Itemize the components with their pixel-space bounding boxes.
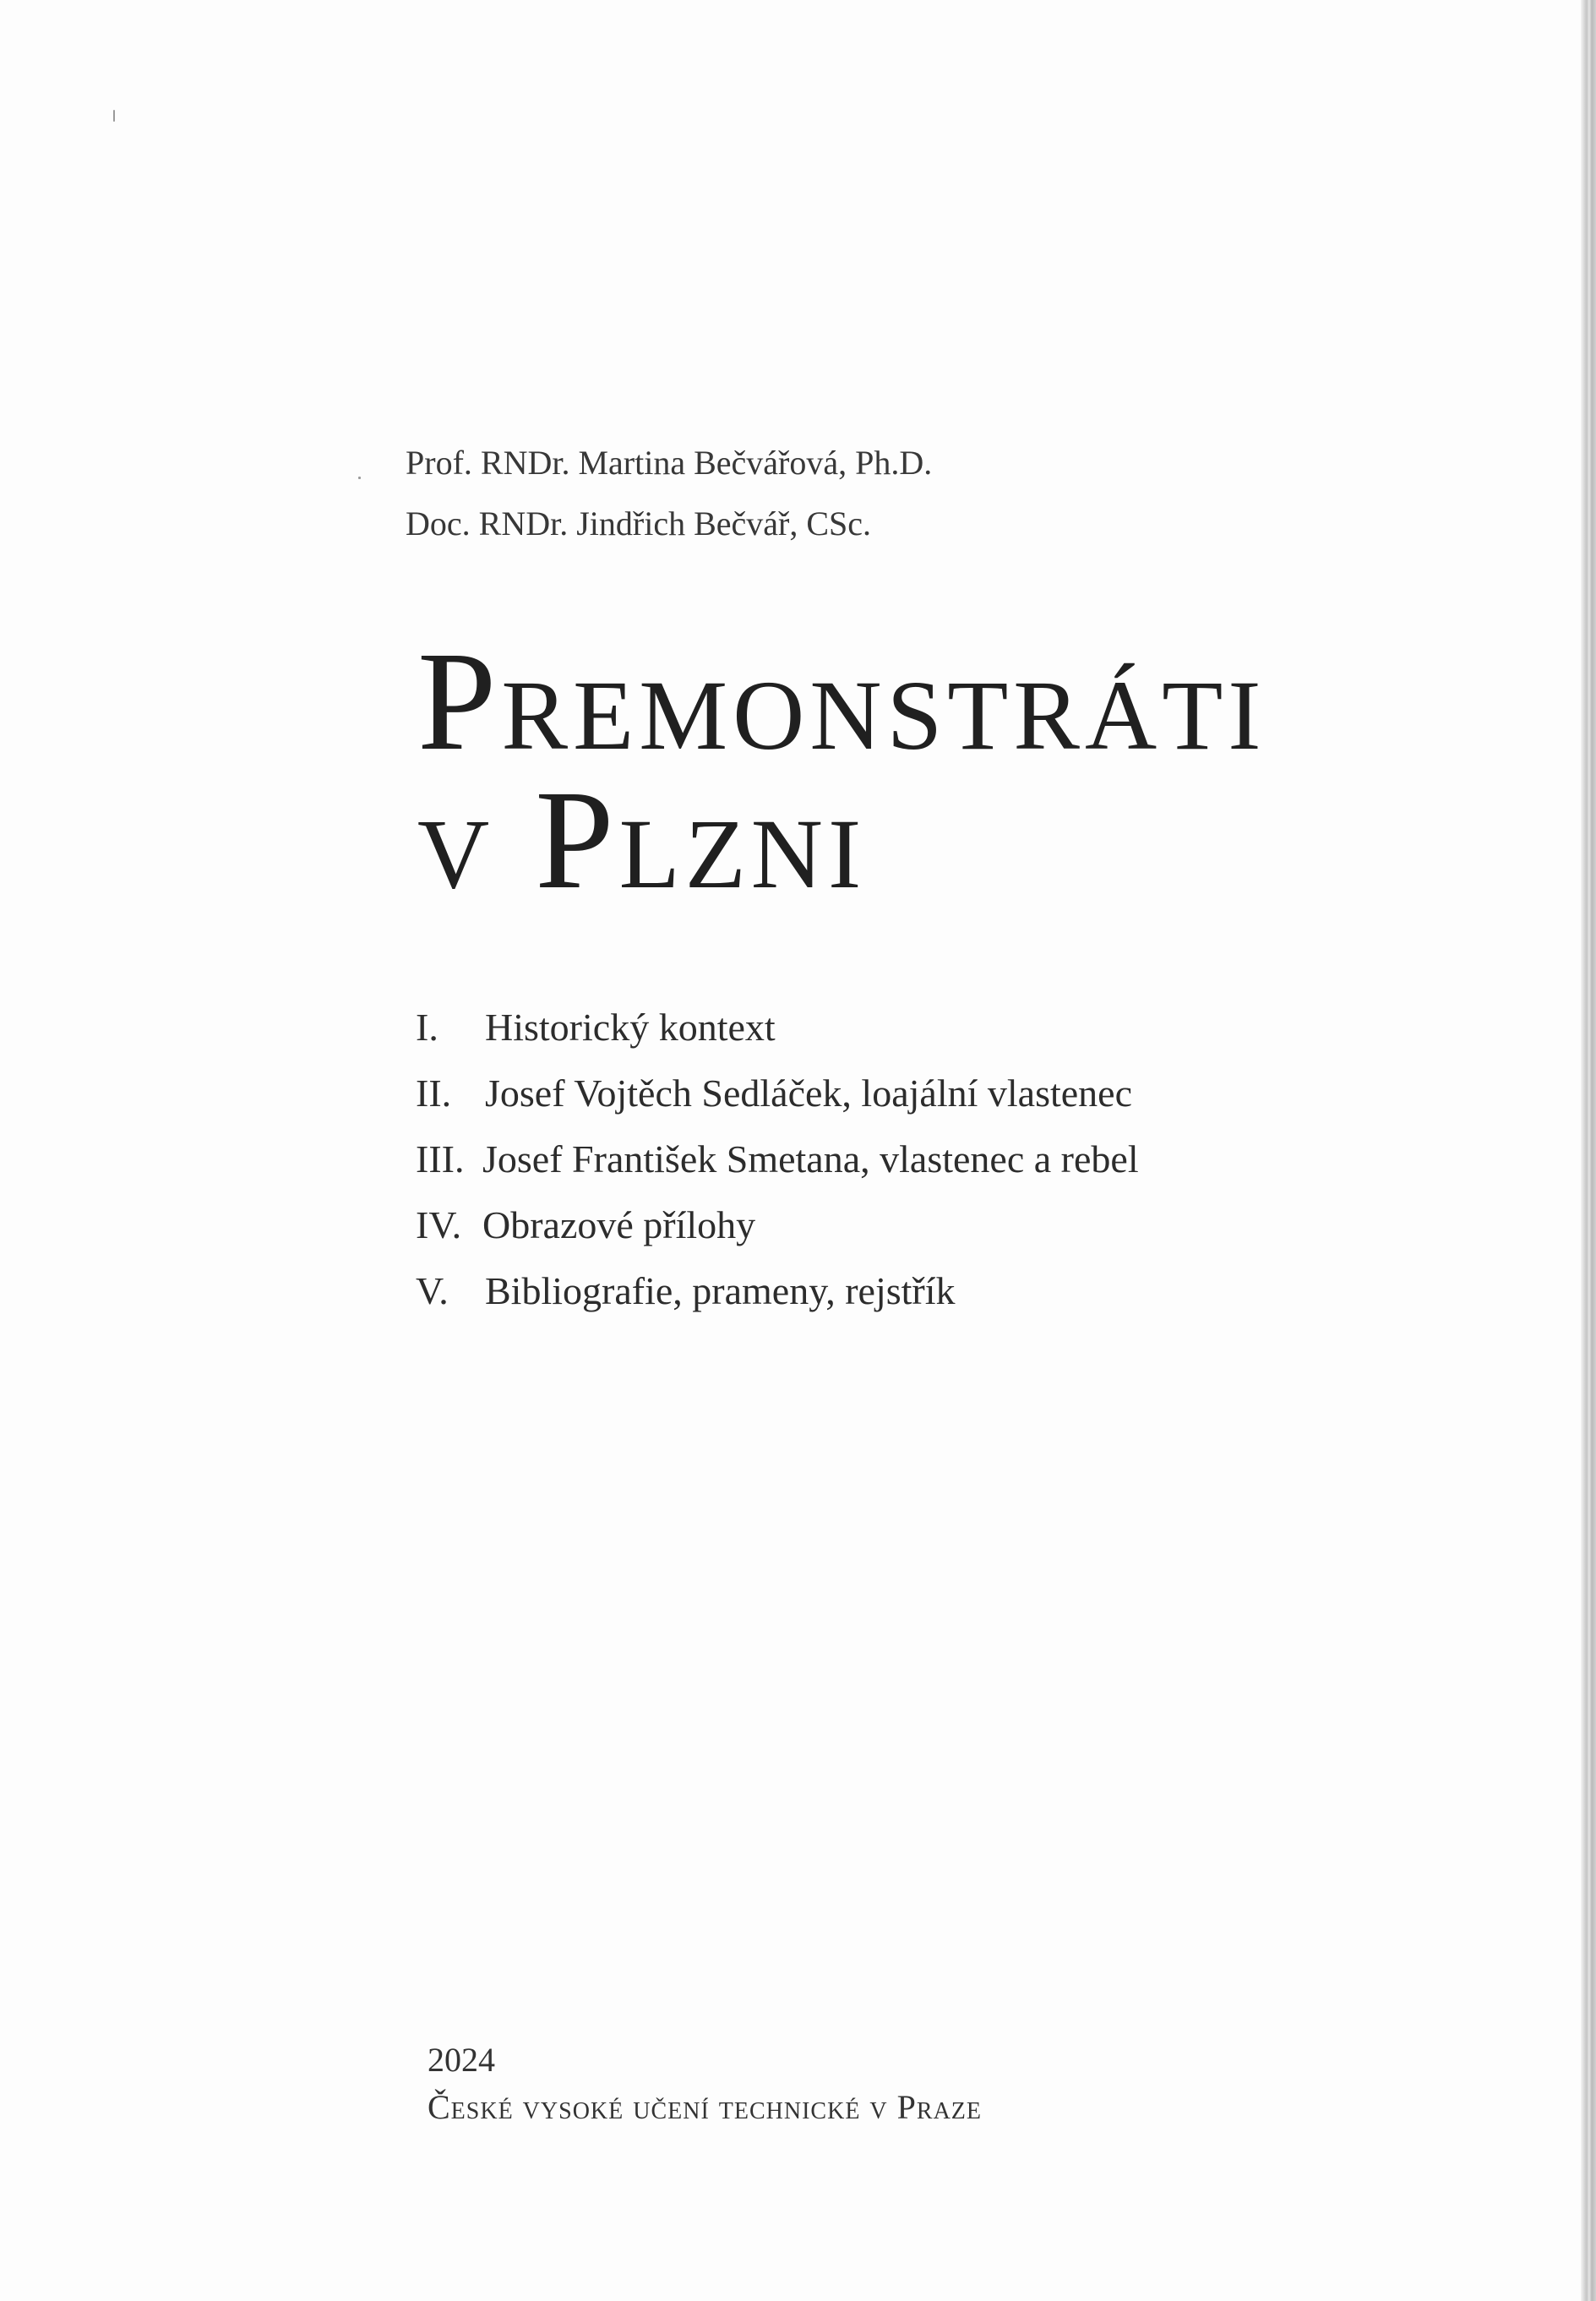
author-1: Prof. RNDr. Martina Bečvářová, Ph.D. xyxy=(406,444,933,482)
contents-numeral: V. xyxy=(416,1269,449,1312)
title-line-2: v Plzni xyxy=(417,761,867,919)
contents-label: Josef František Smetana, vlastenec a rebel xyxy=(482,1137,1139,1180)
contents-item xyxy=(416,1133,1139,1186)
book-title xyxy=(417,623,1266,919)
publication-year: 2024 xyxy=(428,2041,495,2079)
imprint xyxy=(428,2037,982,2131)
contents-label: Bibliografie, prameny, rejstřík xyxy=(485,1269,956,1312)
page-edge xyxy=(1581,0,1596,2301)
scan-speck xyxy=(358,477,361,479)
contents-label: Obrazové přílohy xyxy=(482,1203,756,1246)
publisher: České vysoké učení technické v Praze xyxy=(428,2088,983,2126)
contents-list xyxy=(416,1001,1139,1317)
title-line-1: Premonstráti xyxy=(417,623,1266,780)
contents-numeral: I. xyxy=(416,1006,438,1049)
authors xyxy=(406,433,932,554)
scan-speck xyxy=(113,110,115,122)
contents-item xyxy=(416,1001,1139,1054)
contents-label: Historický kontext xyxy=(485,1006,776,1049)
contents-item xyxy=(416,1067,1139,1120)
author-2: Doc. RNDr. Jindřich Bečvář, CSc. xyxy=(406,504,872,543)
contents-item xyxy=(416,1199,1139,1251)
contents-numeral: IV. xyxy=(416,1203,462,1246)
contents-numeral: III. xyxy=(416,1137,465,1180)
contents-numeral: II. xyxy=(416,1071,452,1115)
contents-label: Josef Vojtěch Sedláček, loajální vlastenec xyxy=(485,1071,1133,1115)
contents-item xyxy=(416,1265,1139,1317)
